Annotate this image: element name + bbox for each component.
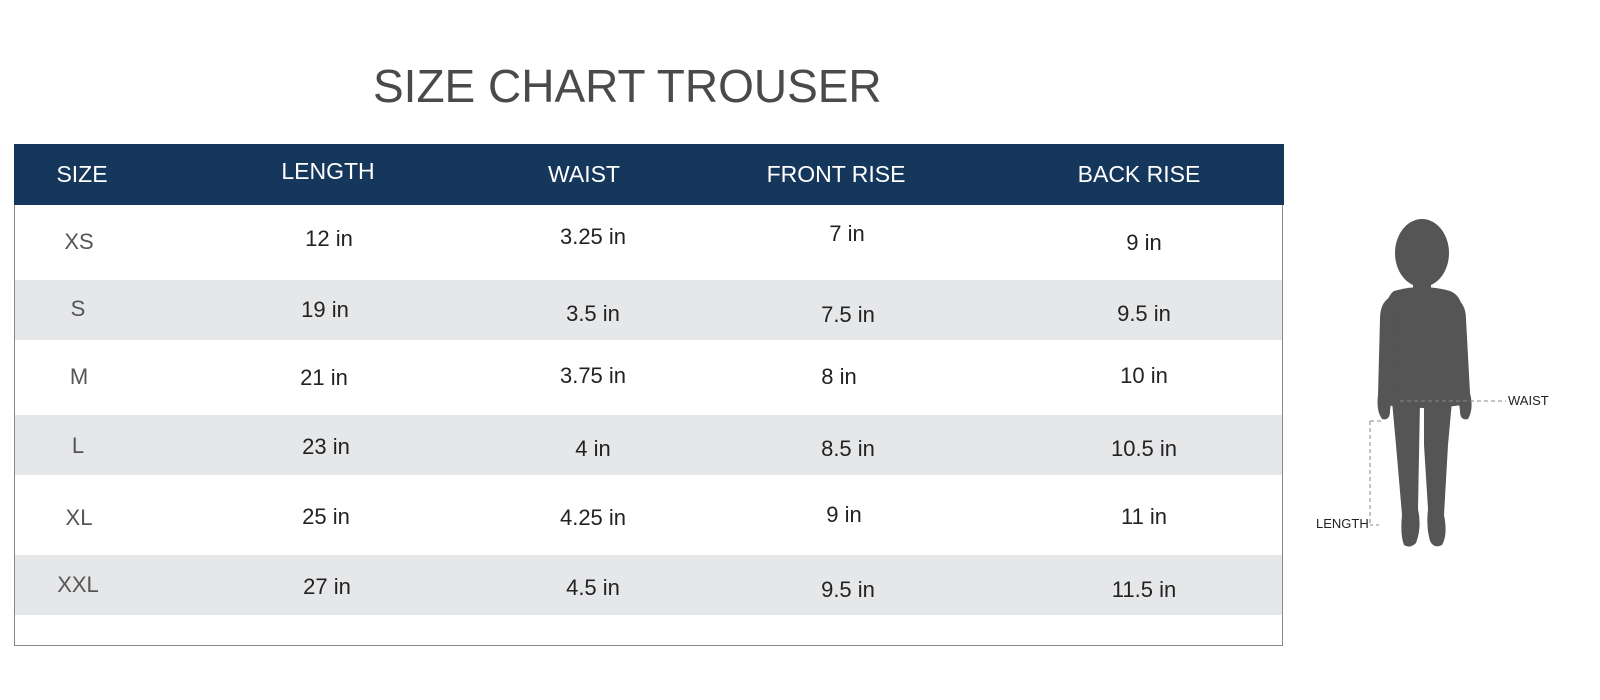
column-header-waist: WAIST: [548, 161, 620, 187]
table-header: [14, 144, 1284, 205]
cell-size: L: [71, 433, 85, 458]
table-row: [15, 205, 1282, 280]
cell-length: 27 in: [303, 574, 351, 599]
table-row: [15, 415, 1282, 475]
cell-back-rise: 9 in: [1126, 230, 1162, 255]
cell-waist: 4 in: [575, 436, 611, 461]
cell-front-rise: 8.5 in: [821, 436, 875, 461]
cell-back-rise: 10.5 in: [1110, 436, 1178, 461]
cell-length: 25 in: [302, 504, 350, 529]
table-row: [15, 475, 1282, 555]
cell-front-rise: 8 in: [821, 364, 857, 389]
cell-waist: 4.25 in: [559, 505, 627, 530]
cell-waist: 3.5 in: [566, 301, 620, 326]
table-row: [15, 280, 1282, 340]
cell-size: M: [69, 364, 89, 389]
cell-length: 23 in: [302, 434, 350, 459]
size-chart-table: [14, 144, 1283, 646]
cell-waist: 4.5 in: [566, 575, 620, 600]
cell-length: 19 in: [301, 297, 349, 322]
cell-back-rise: 11 in: [1120, 504, 1168, 529]
measurement-figure: [1310, 215, 1590, 555]
cell-waist: 3.75 in: [559, 363, 627, 388]
table-row: [15, 340, 1282, 415]
cell-front-rise: 7.5 in: [821, 302, 875, 327]
column-header-back-rise: BACK RISE: [1077, 161, 1201, 187]
column-header-length: LENGTH: [281, 158, 375, 184]
cell-front-rise: 7 in: [829, 221, 865, 246]
column-header-size: SIZE: [56, 161, 108, 187]
page-title: SIZE CHART TROUSER: [373, 60, 882, 112]
cell-size: XXL: [57, 572, 99, 597]
table-row: [15, 555, 1282, 615]
child-silhouette-icon: [1310, 215, 1590, 555]
cell-back-rise: 11.5 in: [1111, 577, 1177, 602]
length-label: LENGTH: [1316, 516, 1369, 531]
cell-size: XS: [64, 229, 94, 254]
cell-length: 12 in: [305, 226, 353, 251]
cell-waist: 3.25 in: [559, 224, 627, 249]
cell-front-rise: 9 in: [826, 502, 862, 527]
cell-size: XL: [65, 505, 93, 530]
column-header-front-rise: FRONT RISE: [766, 161, 906, 187]
cell-front-rise: 9.5 in: [821, 577, 875, 602]
cell-back-rise: 9.5 in: [1117, 301, 1171, 326]
cell-back-rise: 10 in: [1120, 363, 1168, 388]
cell-length: 21 in: [300, 365, 348, 390]
waist-label: WAIST: [1508, 393, 1549, 408]
cell-size: S: [70, 296, 86, 321]
